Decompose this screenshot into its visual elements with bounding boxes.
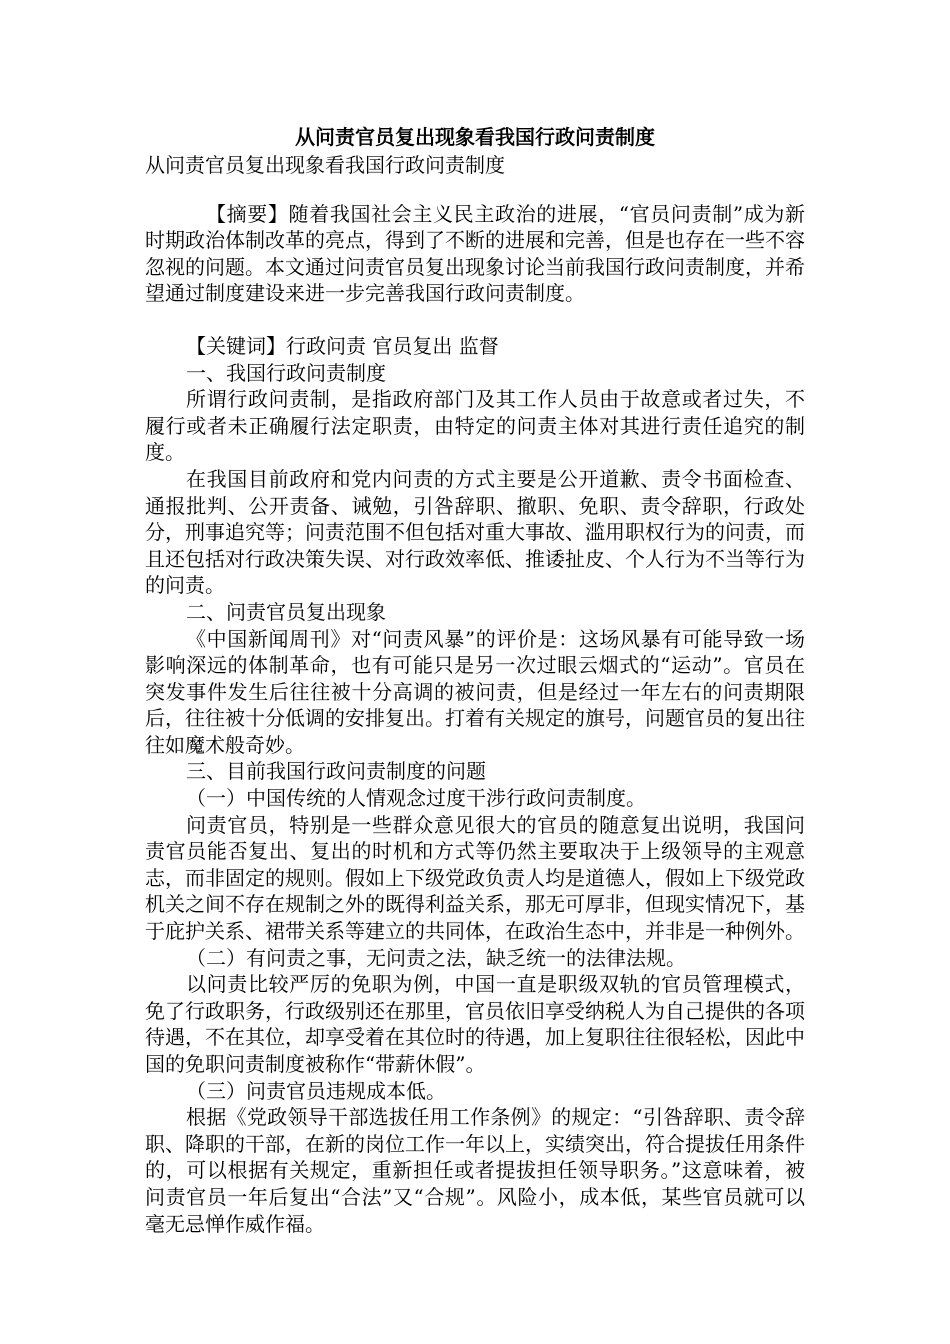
document-subtitle: 从问责官员复出现象看我国行政问责制度 (145, 153, 505, 177)
keywords-line: 【关键词】行政问责 官员复出 监督 (186, 333, 499, 358)
body-paragraph: 在我国目前政府和党内问责的方式主要是公开道歉、责令书面检查、通报批判、公开责备、诫勉，引咎辞职、撤职、免职、责令辞职，行政处分，刑事追究等；问责范围不但包括对重大事故、滥用职权行为的问责，而且还包括对行政决策失误、对行政效率低、推诿扯皮、个人行为不当等行为的问责。 (145, 466, 805, 598)
document-page (145, 122, 805, 1237)
body-paragraph: 所谓行政问责制，是指政府部门及其工作人员由于故意或者过失，不履行或者未正确履行法定职责，由特定的问责主体对其进行责任追究的制度。 (145, 387, 805, 465)
body-paragraph: 问责官员，特别是一些群众意见很大的官员的随意复出说明，我国问责官员能否复出、复出的时机和方式等仍然主要取决于上级领导的主观意志，而非固定的规则。假如上下级党政负责人均是道德人，假如上下级党政机关之间不存在规制之外的既得利益关系，那无可厚非，但现实情况下，基于庇护关系、裙带关系等建立的共同体，在政治生态中，并非是一种例外。 (145, 812, 805, 944)
body-paragraph: 《中国新闻周刊》对“问责风暴”的评价是：这场风暴有可能导致一场影响深远的体制革命，也有可能只是另一次过眼云烟式的“运动”。官员在突发事件发生后往往被十分高调的被问责，但是经过一年左右的问责期限后，往往被十分低调的安排复出。打着有关规定的旗号，问题官员的复出往往如魔术般奇妙。 (145, 626, 805, 757)
subsection-heading-3: （三）问责官员违规成本低。 (186, 1078, 446, 1103)
section-heading-3: 三、目前我国行政问责制度的问题 (186, 759, 486, 784)
section-heading-2: 二、问责官员复出现象 (186, 599, 386, 624)
body-paragraph: 以问责比较严厉的免职为例，中国一直是职级双轨的官员管理模式，免了行政职务，行政级别还在那里，官员依旧享受纳税人为自己提供的各项待遇，不在其位，却享受着在其位时的待遇，加上复职往往很轻松，因此中国的免职问责制度被称作“带薪休假”。 (145, 972, 805, 1076)
spacer (145, 307, 805, 333)
subsection-heading-2: （二）有问责之事，无问责之法，缺乏统一的法律法规。 (186, 945, 686, 970)
abstract-paragraph: 【摘要】随着我国社会主义民主政治的进展，“官员问责制”成为新时期政治体制改革的亮点，得到了不断的进展和完善，但是也存在一些不容忽视的问题。本文通过问责官员复出现象讨论当前我国行政问责制度，并希望通过制度建设来进一步完善我国行政问责制度。 (145, 201, 805, 306)
document-title: 从问责官员复出现象看我国行政问责制度 (295, 125, 655, 149)
body-paragraph: 根据《党政领导干部选拔任用工作条例》的规定：“引咎辞职、责令辞职、降职的干部，在新的岗位工作一年以上，实绩突出，符合提拔任用条件的，可以根据有关规定，重新担任或者提拔担任领导职务。”这意味着，被问责官员一年后复出“合法”又“合规”。风险小，成本低，某些官员就可以毫无忌惮作威作福。 (145, 1105, 805, 1236)
subsection-heading-1: （一）中国传统的人情观念过度干涉行政问责制度。 (186, 786, 646, 811)
spacer (145, 179, 805, 201)
section-heading-1: 一、我国行政问责制度 (186, 360, 386, 385)
